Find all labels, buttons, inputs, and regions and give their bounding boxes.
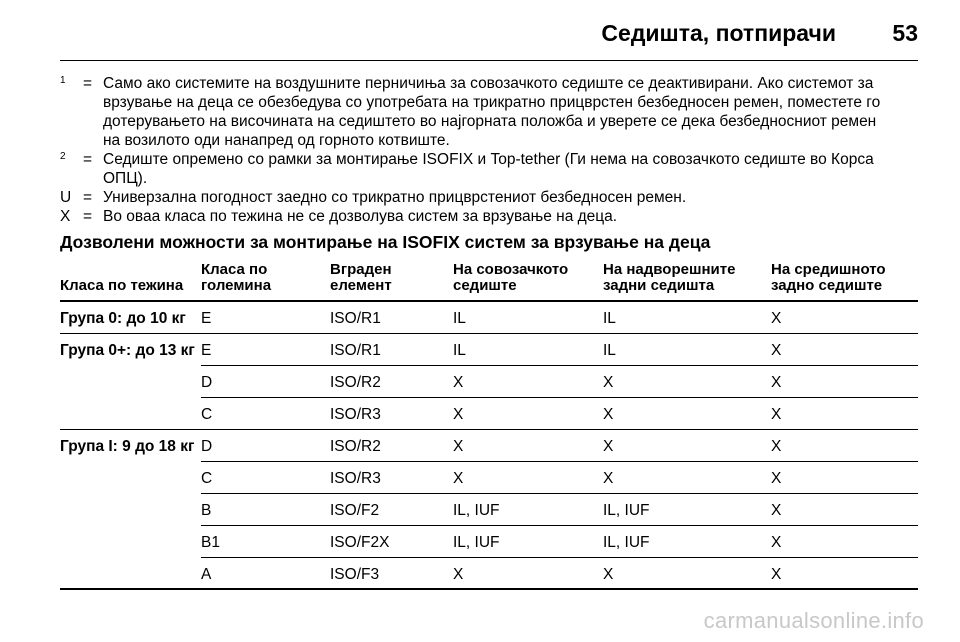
table-body (60, 301, 918, 589)
table-cell: D (201, 365, 330, 397)
column-header-line: Класа по тежина (60, 277, 184, 294)
weight-class-cell: Група I: 9 до 18 кг (60, 437, 195, 455)
column-header (60, 262, 201, 301)
footnote-1 (60, 74, 920, 150)
table-cell: C (201, 461, 330, 493)
table-cell: B1 (201, 525, 330, 557)
table-cell: E (201, 301, 330, 333)
table-row (60, 397, 918, 429)
column-header-line: големина (201, 277, 272, 294)
column-header-line: Вграден (330, 261, 392, 278)
table-cell: X (771, 493, 918, 525)
footnote-equals: = (83, 75, 93, 92)
table-cell: ISO/R1 (330, 301, 453, 333)
table-cell: X (453, 397, 603, 429)
table-cell: X (453, 557, 603, 589)
weight-class-cell (60, 493, 201, 525)
table-cell: IL, IUF (453, 525, 603, 557)
table-cell: IL (603, 333, 771, 365)
table-cell: X (603, 557, 771, 589)
table-cell: X (771, 301, 918, 333)
table-cell: ISO/F2 (330, 493, 453, 525)
table-cell: ISO/R1 (330, 333, 453, 365)
table-cell: A (201, 557, 330, 589)
table-cell: ISO/R2 (330, 365, 453, 397)
footnote-mark: X (60, 208, 71, 225)
table-cell: X (771, 333, 918, 365)
table-cell: ISO/F2X (330, 525, 453, 557)
footnote-2 (60, 150, 920, 188)
table-row (60, 429, 918, 461)
section-title: Дозволени можности за монтирање на ISOFIX систем за врзување на деца (60, 232, 711, 252)
column-header (201, 262, 330, 301)
footnote-line: Универзална погодност заедно со трикратно прицврстениот безбедносен ремен. (103, 189, 687, 206)
table-cell: X (771, 525, 918, 557)
footnote-mark: U (60, 189, 72, 206)
footnote-mark: 2 (60, 151, 66, 162)
footnote-mark: 1 (60, 75, 66, 86)
footnote-line: на возилото оди нанапред од горното котвиште. (103, 132, 450, 149)
column-header-line: На надворешните (603, 261, 736, 278)
table-cell: IL, IUF (603, 493, 771, 525)
table-row (60, 493, 918, 525)
weight-class-cell (60, 525, 201, 557)
table-cell: X (603, 397, 771, 429)
column-header (603, 262, 771, 301)
weight-class-cell: Група 0+: до 13 кг (60, 341, 195, 359)
table-cell: IL (453, 301, 603, 333)
footnotes (60, 74, 920, 226)
table-row (60, 525, 918, 557)
column-header-line: задни седишта (603, 277, 715, 294)
weight-class-cell (60, 461, 201, 493)
column-header-line: Класа по (201, 261, 268, 278)
table-cell: X (603, 429, 771, 461)
table-cell: X (771, 397, 918, 429)
table-cell: ISO/R3 (330, 397, 453, 429)
weight-class-cell (60, 557, 201, 589)
footnote-equals: = (83, 151, 93, 168)
watermark: carmanualsonline.info (703, 608, 924, 633)
table-row (60, 301, 918, 333)
table-cell: X (771, 461, 918, 493)
footnote-4 (60, 207, 920, 226)
table-cell: ISO/R2 (330, 429, 453, 461)
column-header (453, 262, 603, 301)
table-cell: D (201, 429, 330, 461)
column-header-line: На средишното (771, 261, 886, 278)
table-row (60, 557, 918, 589)
column-header (771, 262, 918, 301)
table-cell: IL, IUF (453, 493, 603, 525)
column-header-line: седиште (453, 277, 517, 294)
table-header-row (60, 262, 918, 301)
column-header-line: елемент (330, 277, 392, 294)
table-cell: ISO/F3 (330, 557, 453, 589)
weight-class-cell (60, 365, 201, 397)
table-cell: X (453, 429, 603, 461)
isofix-table (60, 262, 918, 590)
footnote-line: дотерувањето на височината на седиштето во најгорната положба и уверете се дека безбедносниот ремен (103, 113, 877, 130)
table-cell: ISO/R3 (330, 461, 453, 493)
footnote-line: Само ако системите на воздушните перничиња за совозачкото седиште се деактивирани. Ако системот за (103, 75, 874, 92)
table-row (60, 365, 918, 397)
table-cell: B (201, 493, 330, 525)
table-cell: X (603, 461, 771, 493)
weight-class-cell (60, 397, 201, 429)
page-number: 53 (892, 20, 918, 46)
footnote-equals: = (83, 189, 93, 206)
table-cell: X (603, 365, 771, 397)
footnote-line: Во оваа класа по тежина не се дозволува систем за врзување на деца. (103, 208, 618, 225)
table-cell: X (771, 557, 918, 589)
header-divider (60, 60, 918, 61)
table-row (60, 333, 918, 365)
footnote-line: ОПЦ). (103, 170, 148, 187)
table-cell: IL (603, 301, 771, 333)
page-title: Седишта, потпирачи (601, 20, 836, 46)
footnote-line: врзување на деца се обезбедува со употребата на трикратно прицврстен безбедносен ремен, поместете го (103, 94, 881, 111)
table-cell: X (771, 365, 918, 397)
table-row (60, 461, 918, 493)
table-cell: X (453, 365, 603, 397)
table-cell: E (201, 333, 330, 365)
page-header (60, 14, 918, 54)
table-cell: X (771, 429, 918, 461)
weight-class-cell: Група 0: до 10 кг (60, 301, 201, 333)
table-cell: C (201, 397, 330, 429)
footnote-line: Седиште опремено со рамки за монтирање ISOFIX и Top-tether (Ги нема на совозачкото седиште во Корса (103, 151, 874, 168)
table-cell: IL (453, 333, 603, 365)
footnote-3 (60, 188, 920, 207)
footnote-equals: = (83, 208, 93, 225)
table-cell: X (453, 461, 603, 493)
table-cell: IL, IUF (603, 525, 771, 557)
column-header-line: задно седиште (771, 277, 883, 294)
column-header (330, 262, 453, 301)
column-header-line: На совозачкото (453, 261, 569, 278)
